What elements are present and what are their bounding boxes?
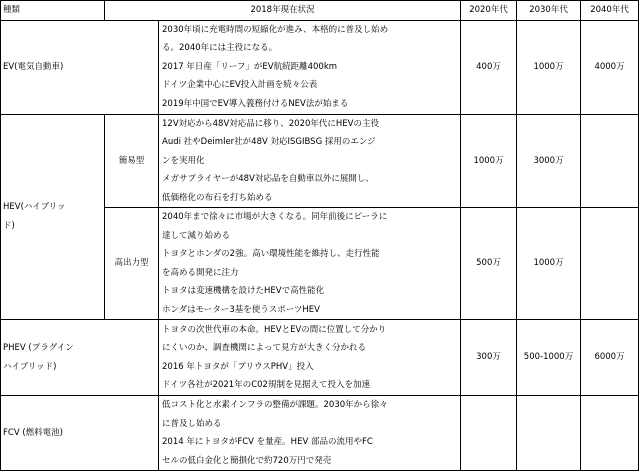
hev-high-subtype: 高出力型 [105, 208, 159, 320]
ev-status-line: る。2040年には主役になる。 [162, 43, 278, 54]
phev-status-line: ドイツ各社が2021年のC02規制を見据えて投入を加速 [162, 380, 370, 390]
phev-category [1, 320, 159, 396]
hev-simple-status-line: ンを実用化 [162, 155, 205, 166]
ev-2040s-value: 4000万 [581, 20, 639, 114]
hev-high-status [159, 208, 461, 320]
hev-simple-status-line: メガサプライヤーが48V対応品を自動車以外に展開し、 [162, 174, 374, 184]
phev-status-line: にくいのか、調査機関によって見方が大きく分かれる [162, 343, 367, 353]
ev-2020s-value: 400万 [461, 20, 517, 114]
hev-category [1, 114, 105, 320]
header-row [1, 1, 639, 21]
fcv-status-line: 2014 年にトヨタがFCV を量産。HEV 部品の流用やFC [162, 437, 373, 447]
hev-category-label: HEV(ハイブリッ [3, 202, 66, 213]
fcv-category [1, 396, 159, 471]
ev-category-label: EV(電気自動車) [3, 61, 64, 72]
ev-category [1, 20, 159, 114]
hev-simple-status-line: 低価格化の布石を打ち始める [162, 192, 273, 203]
hev-category-label-cont: ド) [3, 220, 15, 231]
phev-status [159, 320, 461, 396]
fcv-status-line: セルの低白金化と簡損化で約720万円で発売 [162, 455, 332, 466]
ev-status-line: 2019年中国でEV導入義務付けるNEV法が始まる [162, 98, 349, 109]
phev-2040s-value: 6000万 [581, 320, 639, 396]
header-2030s: 2030年代 [517, 1, 581, 21]
fcv-status-line: に普及し始める [162, 418, 222, 429]
hev-simple-2020s-value: 1000万 [461, 114, 517, 208]
hev-high-2020s-value: 500万 [461, 208, 517, 320]
phev-2020s-value: 300万 [461, 320, 517, 396]
phev-category-label-cont: ハイブリッド) [3, 361, 57, 372]
row-ev [1, 20, 639, 114]
hev-simple-status [159, 114, 461, 208]
ev-status-line: ドイツ企業中心にEV投入計画を続々公表 [162, 80, 318, 91]
ev-status-line: 2030年頃に充電時間の短縮化が進み、本格的に普及し始め [162, 24, 389, 35]
hev-simple-2040s-value [581, 114, 639, 208]
hev-high-status-line: ホンダはモーター3基を使うスポーツHEV [162, 304, 320, 315]
fcv-2040s-value [581, 396, 639, 471]
fcv-status [159, 396, 461, 471]
ev-2030s-value: 1000万 [517, 20, 581, 114]
ev-status-line: 2017 年日産「リーフ」がEV航続距離400km [162, 61, 338, 72]
phev-2030s-value: 500-1000万 [517, 320, 581, 396]
fcv-status-line: 低コスト化と水素インフラの整備が課題。2030年から徐々 [162, 400, 388, 410]
row-hev-simple [1, 114, 639, 208]
phev-category-label: PHEV (プラグイン [3, 343, 74, 353]
phev-status-line: トヨタの次世代車の本命。HEVとEVの間に位置して分かり [162, 324, 387, 335]
fcv-2030s-value [517, 396, 581, 471]
header-category: 種類 [1, 1, 105, 21]
hev-high-status-line: トヨタとホンダの2強。高い環境性能を維持し、走行性能 [162, 249, 380, 259]
fcv-category-label: FCV (燃料電池) [3, 427, 63, 438]
hev-high-status-line: トヨタは変速機構を設けたHEVで高性能化 [162, 286, 325, 296]
row-fcv [1, 396, 639, 471]
hev-high-status-line: 達して減り始める [162, 230, 231, 241]
hev-simple-status-line: 12V対応から48V対応品に移り、2020年代にHEVの主役 [162, 118, 379, 129]
ev-status [159, 20, 461, 114]
hev-simple-subtype: 簡易型 [105, 114, 159, 208]
fcv-2020s-value [461, 396, 517, 471]
hev-high-2030s-value: 1000万 [517, 208, 581, 320]
header-2040s: 2040年代 [581, 1, 639, 21]
row-phev [1, 320, 639, 396]
hev-high-status-line: 2040年まで徐々に市場が大きくなる。同年前後にピーラに [162, 212, 388, 222]
hev-simple-2030s-value: 3000万 [517, 114, 581, 208]
header-status: 2018年現在状況 [105, 1, 461, 21]
phev-status-line: 2016 年トヨタが「プリウスPHV」投入 [162, 361, 314, 372]
hev-high-2040s-value [581, 208, 639, 320]
header-2020s: 2020年代 [461, 1, 517, 21]
hev-simple-status-line: Audi 社やDeimler社が48V 対応ISGIBSG 採用のエンジ [162, 137, 376, 147]
hev-high-status-line: を高める開発に注力 [162, 267, 239, 278]
